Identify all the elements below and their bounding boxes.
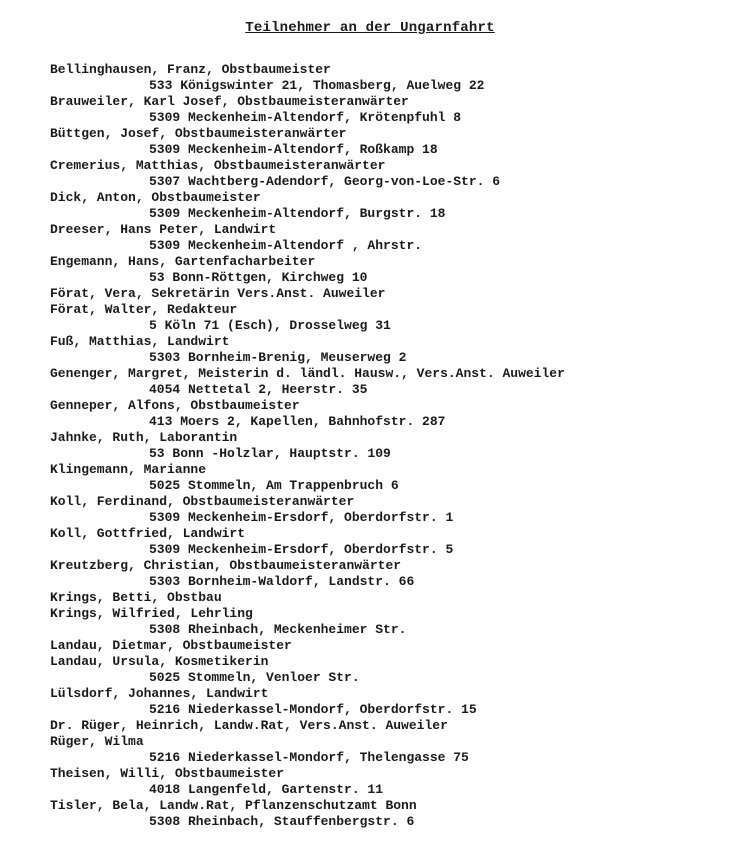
participant-line: Tisler, Bela, Landw.Rat, Pflanzenschutzamt Bonn [50, 798, 417, 813]
participant-line: Dr. Rüger, Heinrich, Landw.Rat, Vers.Anst. Auweiler [50, 718, 448, 733]
address-line: 5308 Rheinbach, Meckenheimer Str. [149, 622, 407, 637]
participant-line: Förat, Walter, Redakteur [50, 302, 238, 317]
participant-line: Förat, Vera, Sekretärin Vers.Anst. Auweiler [50, 286, 386, 301]
address-line: 5303 Bornheim-Waldorf, Landstr. 66 [149, 574, 415, 589]
participant-line: Krings, Betti, Obstbau [50, 590, 222, 605]
address-line: 5307 Wachtberg-Adendorf, Georg-von-Loe-Str. 6 [149, 174, 501, 189]
participant-line: Engemann, Hans, Gartenfacharbeiter [50, 254, 316, 269]
address-line: 4018 Langenfeld, Gartenstr. 11 [149, 782, 384, 797]
participant-line: Koll, Gottfried, Landwirt [50, 526, 246, 541]
address-line: 53 Bonn -Holzlar, Hauptstr. 109 [149, 446, 391, 461]
participant-line: Büttgen, Josef, Obstbaumeisteranwärter [50, 126, 347, 141]
address-line: 5308 Rheinbach, Stauffenbergstr. 6 [149, 814, 415, 829]
address-line: 5 Köln 71 (Esch), Drosselweg 31 [149, 318, 391, 333]
participant-line: Cremerius, Matthias, Obstbaumeisteranwärter [50, 158, 386, 173]
participant-line: Theisen, Willi, Obstbaumeister [50, 766, 285, 781]
address-line: 5309 Meckenheim-Altendorf , Ahrstr. [149, 238, 423, 253]
address-line: 5309 Meckenheim-Ersdorf, Oberdorfstr. 1 [149, 510, 454, 525]
participant-line: Lülsdorf, Johannes, Landwirt [50, 686, 269, 701]
participant-list [50, 62, 735, 830]
address-line: 4054 Nettetal 2, Heerstr. 35 [149, 382, 368, 397]
address-line: 5309 Meckenheim-Altendorf, Roßkamp 18 [149, 142, 438, 157]
address-line: 5025 Stommeln, Venloer Str. [149, 670, 360, 685]
address-line: 533 Königswinter 21, Thomasberg, Auelweg 22 [149, 78, 485, 93]
participant-line: Bellinghausen, Franz, Obstbaumeister [50, 62, 331, 77]
address-line: 5309 Meckenheim-Altendorf, Burgstr. 18 [149, 206, 446, 221]
participant-line: Kreutzberg, Christian, Obstbaumeisteranwärter [50, 558, 402, 573]
participant-line: Koll, Ferdinand, Obstbaumeisteranwärter [50, 494, 355, 509]
participant-line: Krings, Wilfried, Lehrling [50, 606, 253, 621]
participant-line: Rüger, Wilma [50, 734, 144, 749]
participant-line: Jahnke, Ruth, Laborantin [50, 430, 238, 445]
participant-line: Landau, Ursula, Kosmetikerin [50, 654, 269, 669]
participant-line: Genneper, Alfons, Obstbaumeister [50, 398, 300, 413]
address-line: 5309 Meckenheim-Ersdorf, Oberdorfstr. 5 [149, 542, 454, 557]
address-line: 413 Moers 2, Kapellen, Bahnhofstr. 287 [149, 414, 446, 429]
address-line: 5303 Bornheim-Brenig, Meuserweg 2 [149, 350, 407, 365]
address-line: 5216 Niederkassel-Mondorf, Oberdorfstr. 15 [149, 702, 477, 717]
participant-line: Dick, Anton, Obstbaumeister [50, 190, 261, 205]
participant-line: Brauweiler, Karl Josef, Obstbaumeisteranwärter [50, 94, 409, 109]
address-line: 5025 Stommeln, Am Trappenbruch 6 [149, 478, 399, 493]
address-line: 5309 Meckenheim-Altendorf, Krötenpfuhl 8 [149, 110, 462, 125]
participant-line: Landau, Dietmar, Obstbaumeister [50, 638, 292, 653]
participant-line: Dreeser, Hans Peter, Landwirt [50, 222, 277, 237]
document-title: Teilnehmer an der Ungarnfahrt [245, 20, 495, 36]
participant-line: Fuß, Matthias, Landwirt [50, 334, 230, 349]
participant-line: Klingemann, Marianne [50, 462, 207, 477]
participant-line: Genenger, Margret, Meisterin d. ländl. Hausw., Vers.Anst. Auweiler [50, 366, 565, 381]
address-line: 53 Bonn-Röttgen, Kirchweg 10 [149, 270, 368, 285]
address-line: 5216 Niederkassel-Mondorf, Thelengasse 75 [149, 750, 469, 765]
